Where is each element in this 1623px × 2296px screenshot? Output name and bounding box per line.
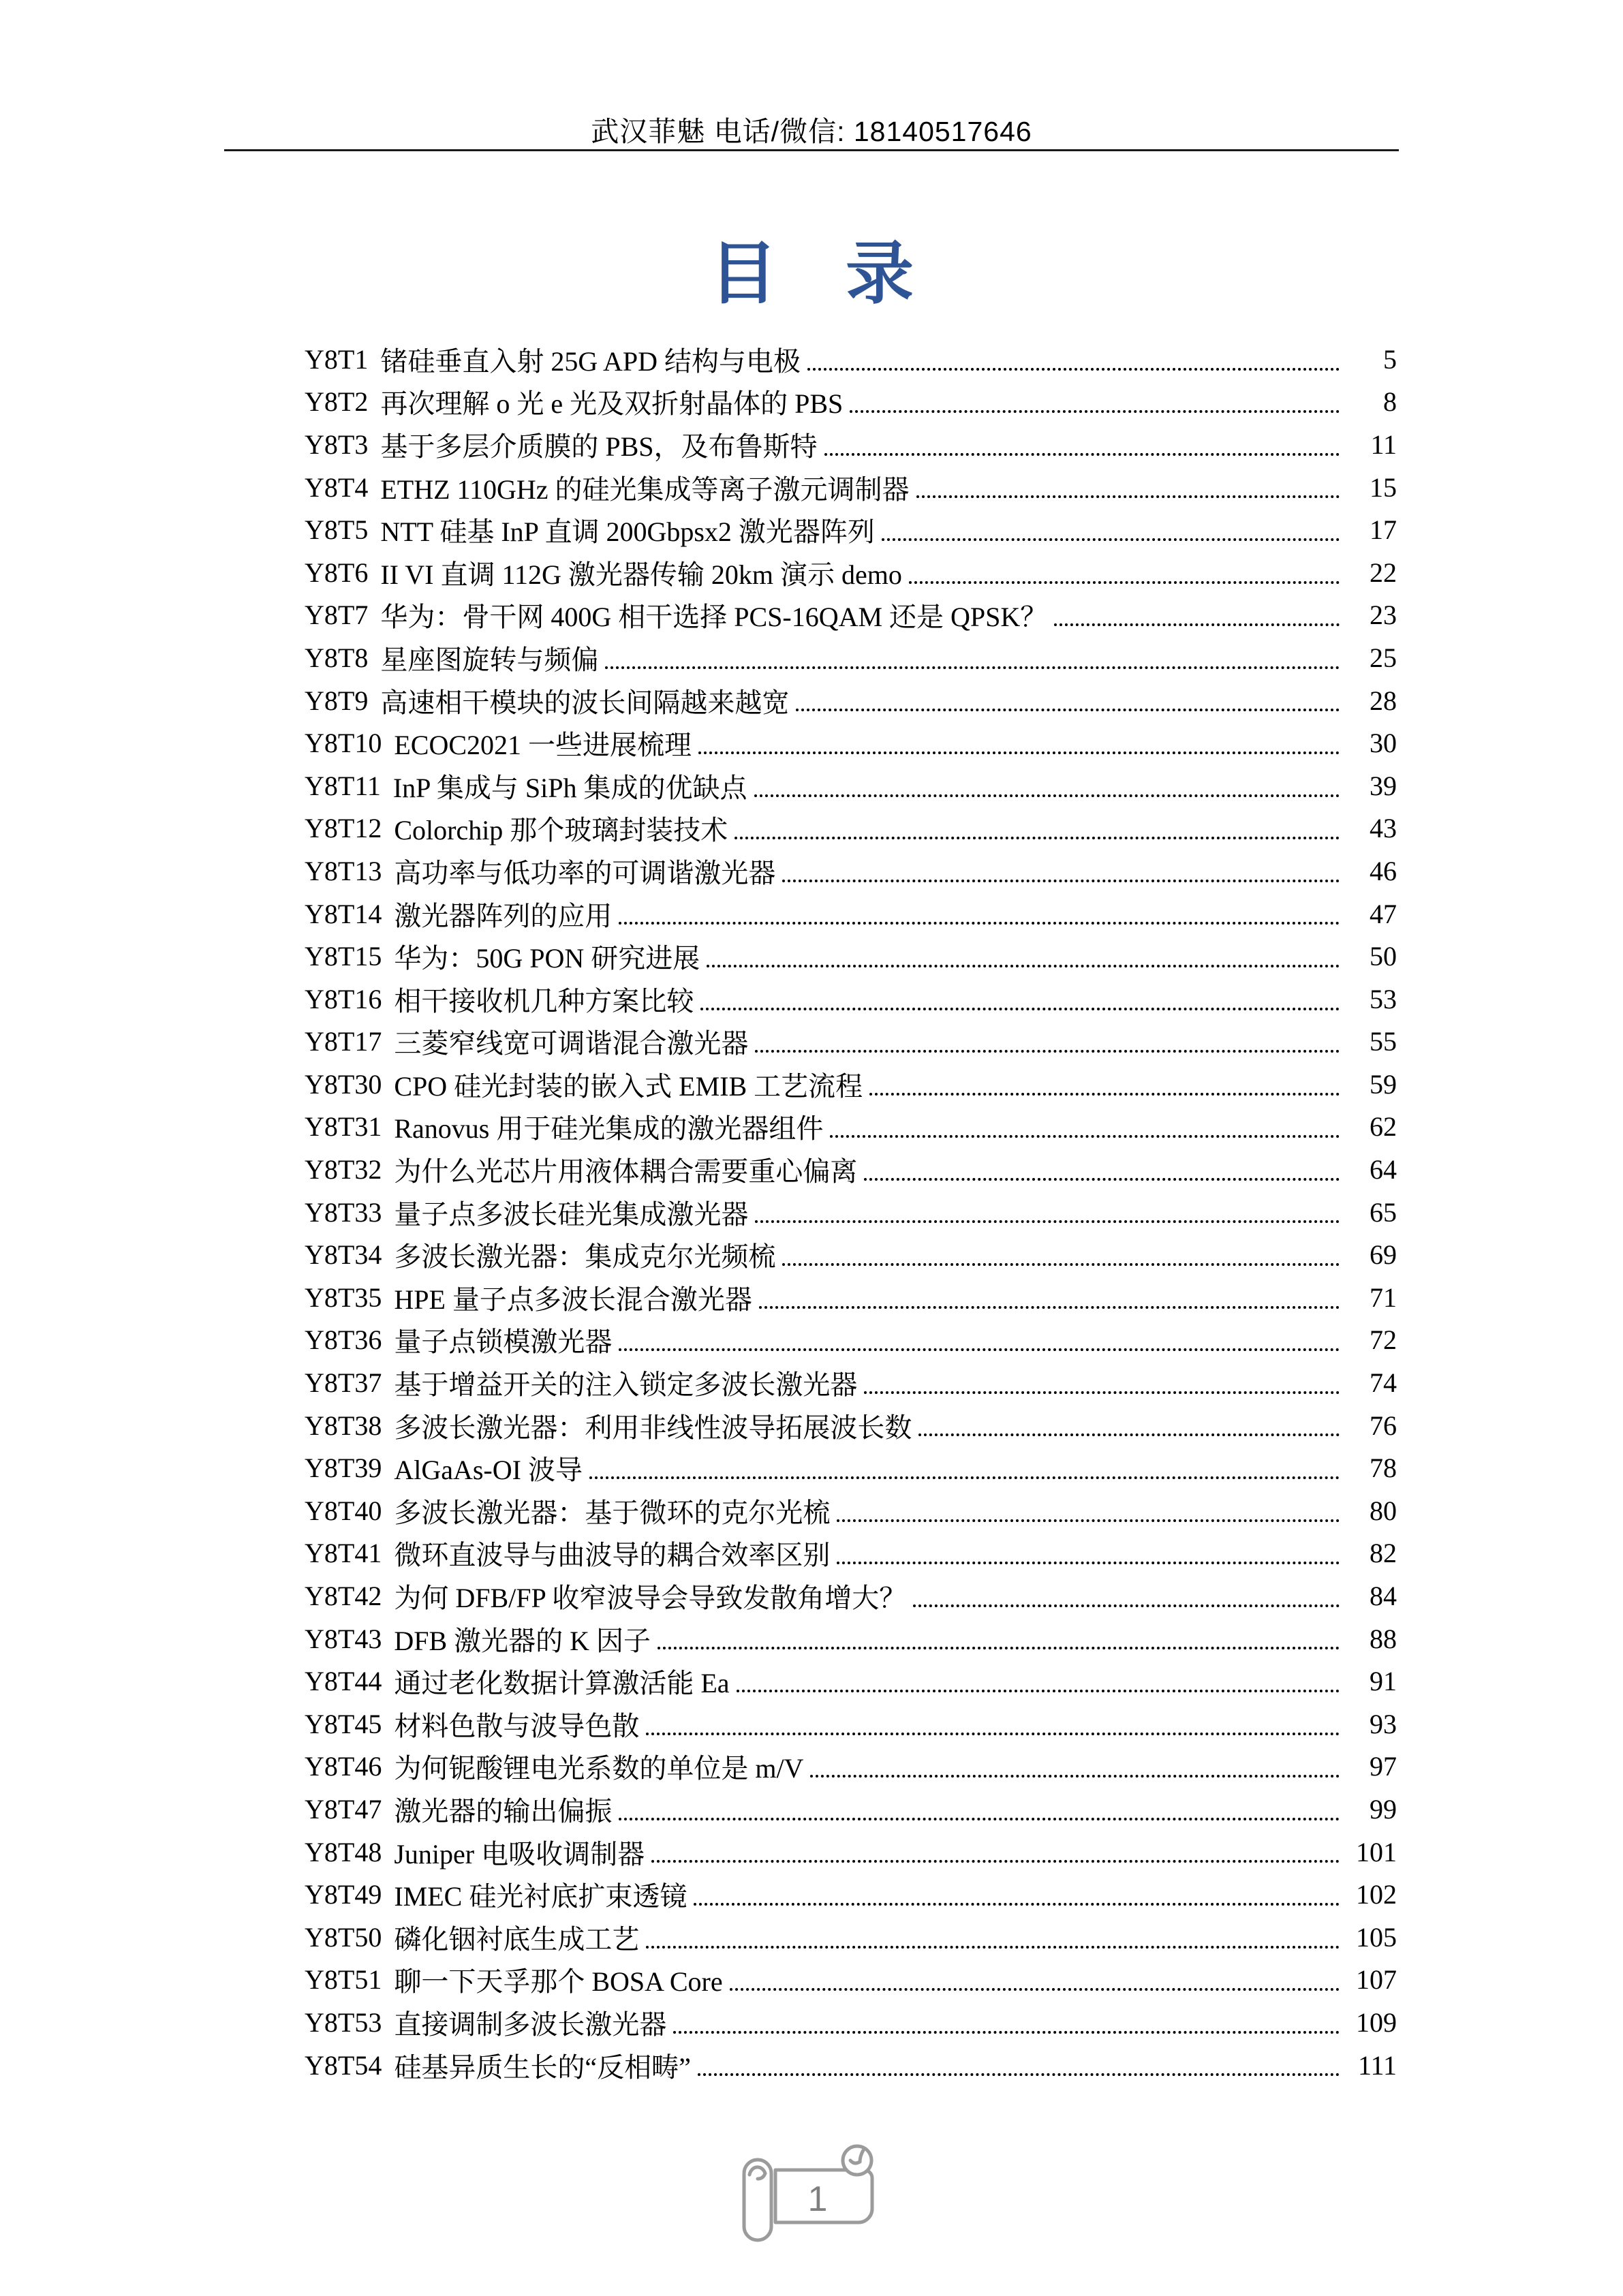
toc-entry-page: 5 — [1383, 343, 1397, 375]
toc-entry-page: 111 — [1357, 2049, 1397, 2081]
toc-leader-dots — [882, 538, 1340, 541]
toc-entry[interactable] — [305, 423, 1397, 466]
toc-entry-title: 为什么光芯片用液体耦合需要重心偏离 — [394, 1156, 858, 1188]
toc-entry-page: 17 — [1370, 514, 1397, 546]
toc-leader-dots — [619, 922, 1340, 925]
toc-entry-page: 72 — [1370, 1324, 1397, 1356]
toc-leader-dots — [869, 1093, 1340, 1096]
toc-entry[interactable] — [305, 807, 1397, 850]
toc-entry-label: Y8T51 — [305, 1964, 382, 1996]
page-title: 目 录 — [709, 236, 914, 312]
toc-entry-title: Ranovus 用于硅光集成的激光器组件 — [394, 1113, 824, 1145]
toc-entry-label: Y8T13 — [305, 855, 382, 886]
toc-leader-dots — [850, 410, 1340, 413]
toc-leader-dots — [864, 1178, 1340, 1181]
toc-entry[interactable] — [305, 1660, 1397, 1703]
toc-entry-page: 50 — [1370, 941, 1397, 972]
toc-entry[interactable] — [305, 1319, 1397, 1362]
toc-entry[interactable] — [305, 1276, 1397, 1319]
toc-entry-title: 硅基异质生长的“反相畴” — [394, 2051, 691, 2083]
toc-entry[interactable] — [305, 636, 1397, 679]
toc-entry-title: 激光器阵列的应用 — [394, 900, 613, 931]
footer-page-number: 1 — [807, 2179, 828, 2219]
toc-entry-page: 99 — [1370, 1793, 1397, 1825]
toc-entry-page: 69 — [1370, 1239, 1397, 1271]
toc-entry-label: Y8T39 — [305, 1453, 382, 1484]
toc-entry-page: 93 — [1370, 1708, 1397, 1739]
toc-entry[interactable] — [305, 2044, 1397, 2087]
toc-entry-label: Y8T14 — [305, 898, 382, 929]
toc-entry-page: 88 — [1370, 1623, 1397, 1654]
toc-entry-label: Y8T43 — [305, 1623, 382, 1654]
toc-leader-dots — [755, 1050, 1340, 1053]
toc-entry[interactable] — [305, 1191, 1397, 1234]
toc-entry-page: 30 — [1370, 728, 1397, 759]
toc-entry-page: 11 — [1370, 429, 1397, 460]
header-rule — [224, 149, 1399, 151]
toc-leader-dots — [1054, 623, 1340, 626]
toc-entry[interactable] — [305, 1021, 1397, 1064]
toc-leader-dots — [737, 1690, 1340, 1692]
toc-entry-page: 23 — [1370, 600, 1397, 631]
toc-entry-page: 102 — [1356, 1879, 1397, 1910]
toc-entry-label: Y8T35 — [305, 1282, 382, 1313]
toc-leader-dots — [646, 1733, 1340, 1735]
toc-entry-title: Colorchip 那个玻璃封装技术 — [394, 815, 728, 846]
toc-entry-page: 101 — [1356, 1836, 1397, 1867]
toc-entry-page: 15 — [1370, 471, 1397, 503]
toc-entry-page: 64 — [1370, 1154, 1397, 1185]
toc-entry-label: Y8T49 — [305, 1879, 382, 1910]
toc-entry-label: Y8T46 — [305, 1751, 382, 1782]
toc-entry[interactable] — [305, 1446, 1397, 1489]
toc-leader-dots — [698, 2073, 1340, 2076]
toc-entry[interactable] — [305, 1233, 1397, 1276]
toc-entry-title: 高速相干模块的波长间隔越来越宽 — [380, 687, 790, 718]
toc-entry-page: 71 — [1370, 1282, 1397, 1313]
toc-entry-label: Y8T42 — [305, 1581, 382, 1612]
toc-entry-title: 激光器的输出偏振 — [394, 1795, 613, 1827]
toc-entry-title: CPO 硅光封装的嵌入式 EMIB 工艺流程 — [394, 1070, 863, 1102]
toc-entry-title: 多波长激光器：基于微环的克尔光梳 — [394, 1497, 831, 1528]
toc-leader-dots — [837, 1519, 1340, 1522]
page-header-contact: 武汉菲魅 电话/微信: 18140517646 — [591, 116, 1032, 147]
toc-leader-dots — [782, 1263, 1340, 1266]
toc-entry-label: Y8T44 — [305, 1666, 382, 1697]
toc-entry-title: 量子点锁模激光器 — [394, 1327, 613, 1358]
toc-entry-page: 65 — [1370, 1196, 1397, 1228]
toc-entry[interactable] — [305, 1489, 1397, 1532]
toc-entry-label: Y8T5 — [305, 514, 369, 546]
toc-entry-label: Y8T50 — [305, 1921, 382, 1953]
toc-leader-dots — [782, 880, 1340, 882]
toc-entry-page: 25 — [1370, 642, 1397, 673]
toc-entry-title: 三菱窄线宽可调谐混合激光器 — [394, 1028, 749, 1059]
toc-leader-dots — [735, 837, 1340, 839]
toc-entry-title: 相干接收机几种方案比较 — [394, 985, 694, 1017]
toc-entry[interactable] — [305, 1532, 1397, 1575]
toc-leader-dots — [807, 368, 1340, 371]
toc-leader-dots — [673, 2031, 1340, 2034]
toc-entry[interactable] — [305, 1361, 1397, 1404]
toc-leader-dots — [730, 1988, 1340, 1991]
toc-entry[interactable] — [305, 1106, 1397, 1149]
toc-entry-title: AlGaAs-OI 波导 — [394, 1455, 583, 1486]
toc-entry-label: Y8T17 — [305, 1026, 382, 1057]
toc-leader-dots — [658, 1647, 1340, 1649]
toc-leader-dots — [755, 1220, 1340, 1223]
toc-entry-page: 28 — [1370, 685, 1397, 716]
toc-entry-page: 84 — [1370, 1581, 1397, 1612]
toc-entry-label: Y8T38 — [305, 1410, 382, 1441]
toc-entry-title: DFB 激光器的 K 因子 — [394, 1625, 651, 1656]
toc-entry[interactable] — [305, 722, 1397, 764]
toc-entry-title: IMEC 硅光衬底扩束透镜 — [394, 1881, 687, 1912]
toc-entry[interactable] — [305, 508, 1397, 551]
toc-entry-title: Juniper 电吸收调制器 — [394, 1838, 645, 1870]
toc-entry-page: 8 — [1383, 386, 1397, 418]
toc-entry-title: 基于多层介质膜的 PBS，及布鲁斯特 — [380, 431, 818, 462]
toc-entry-label: Y8T54 — [305, 2049, 382, 2081]
toc-entry-title: 再次理解 o 光 e 光及双折射晶体的 PBS — [380, 388, 844, 420]
toc-leader-dots — [759, 1306, 1340, 1309]
toc-entry-title: 磷化铟衬底生成工艺 — [394, 1923, 640, 1955]
toc-entry-title: 通过老化数据计算激活能 Ea — [394, 1668, 730, 1699]
toc-entry[interactable] — [305, 764, 1397, 807]
toc-entry-title: 华为：骨干网 400G 相干选择 PCS-16QAM 还是 QPSK？ — [380, 602, 1048, 633]
toc-entry-page: 47 — [1370, 898, 1397, 929]
toc-entry[interactable] — [305, 1873, 1397, 1916]
toc-entry-label: Y8T1 — [305, 343, 369, 375]
toc-entry-page: 76 — [1370, 1410, 1397, 1441]
toc-entry-label: Y8T47 — [305, 1793, 382, 1825]
toc-entry-title: 锗硅垂直入射 25G APD 结构与电极 — [380, 345, 801, 377]
toc-entry-label: Y8T48 — [305, 1836, 382, 1867]
toc-entry-label: Y8T31 — [305, 1111, 382, 1143]
toc-entry-label: Y8T9 — [305, 685, 369, 716]
toc-leader-dots — [916, 495, 1340, 498]
toc-entry[interactable] — [305, 679, 1397, 722]
toc-entry-title: 星座图旋转与频偏 — [380, 644, 599, 675]
toc-entry-label: Y8T30 — [305, 1068, 382, 1100]
toc-leader-dots — [913, 1604, 1340, 1607]
toc-leader-dots — [589, 1476, 1340, 1479]
toc-entry-label: Y8T36 — [305, 1324, 382, 1356]
toc-entry-title: 为何铌酸锂电光系数的单位是 m/V — [394, 1753, 804, 1784]
toc-leader-dots — [918, 1433, 1340, 1436]
toc-entry-label: Y8T4 — [305, 471, 369, 503]
toc-entry-page: 74 — [1370, 1367, 1397, 1399]
toc-entry[interactable] — [305, 1703, 1397, 1746]
toc-entry-title: II VI 直调 112G 激光器传输 20km 演示 demo — [380, 559, 902, 590]
toc-entry-page: 91 — [1370, 1666, 1397, 1697]
toc-entry-title: 高功率与低功率的可调谐激光器 — [394, 857, 776, 888]
toc-entry-page: 39 — [1370, 770, 1397, 801]
toc-entry-page: 105 — [1356, 1921, 1397, 1953]
toc-entry[interactable] — [305, 1574, 1397, 1617]
toc-entry-title: 为何 DFB/FP 收窄波导会导致发散角增大？ — [394, 1583, 907, 1614]
toc-entry-label: Y8T33 — [305, 1196, 382, 1228]
toc-entry-label: Y8T32 — [305, 1154, 382, 1185]
toc-entry[interactable] — [305, 1063, 1397, 1106]
toc-entry-page: 22 — [1370, 557, 1397, 588]
toc-entry[interactable] — [305, 893, 1397, 935]
toc-entry[interactable] — [305, 594, 1397, 637]
toc-entry[interactable] — [305, 978, 1397, 1021]
toc-entry-label: Y8T37 — [305, 1367, 382, 1399]
toc-leader-dots — [754, 794, 1340, 797]
toc-leader-dots — [694, 1903, 1340, 1906]
toc-entry-title: 材料色散与波导色散 — [394, 1710, 640, 1741]
toc-entry-label: Y8T3 — [305, 429, 369, 460]
toc-entry[interactable] — [305, 466, 1397, 509]
toc-entry-page: 55 — [1370, 1026, 1397, 1057]
toc-entry-title: InP 集成与 SiPh 集成的优缺点 — [392, 772, 747, 803]
toc-entry-title: ECOC2021 一些进展梳理 — [394, 730, 692, 761]
toc-entry-title: 聊一下天孚那个 BOSA Core — [394, 1966, 723, 1998]
toc-entry-page: 62 — [1370, 1111, 1397, 1143]
toc-leader-dots — [830, 1135, 1340, 1138]
toc-entry-page: 78 — [1370, 1453, 1397, 1484]
toc-entry-page: 59 — [1370, 1068, 1397, 1100]
toc-entry-label: Y8T12 — [305, 813, 382, 844]
toc-entry-label: Y8T34 — [305, 1239, 382, 1271]
toc-leader-dots — [619, 1818, 1340, 1820]
toc-entry[interactable] — [305, 1746, 1397, 1788]
toc-leader-dots — [810, 1775, 1340, 1778]
toc-entry[interactable] — [305, 551, 1397, 594]
toc-entry-title: ETHZ 110GHz 的硅光集成等离子激元调制器 — [380, 474, 910, 505]
toc-entry[interactable] — [305, 381, 1397, 424]
toc-entry-label: Y8T8 — [305, 642, 369, 673]
toc-entry[interactable] — [305, 1916, 1397, 1959]
toc-entry-page: 97 — [1370, 1751, 1397, 1782]
toc-leader-dots — [837, 1562, 1340, 1564]
toc-entry-page: 107 — [1356, 1964, 1397, 1996]
toc-entry-page: 43 — [1370, 813, 1397, 844]
toc-entry[interactable] — [305, 338, 1397, 381]
toc-entry[interactable] — [305, 1148, 1397, 1191]
toc-leader-dots — [700, 1008, 1340, 1010]
toc-leader-dots — [646, 1946, 1340, 1949]
toc-entry[interactable] — [305, 1788, 1397, 1831]
toc-entry-label: Y8T40 — [305, 1495, 382, 1526]
toc-entry-label: Y8T11 — [305, 770, 381, 801]
toc-leader-dots — [651, 1860, 1340, 1863]
toc-entry[interactable] — [305, 1959, 1397, 2002]
toc-entry-title: 微环直波导与曲波导的耦合效率区别 — [394, 1540, 831, 1571]
toc-entry-label: Y8T41 — [305, 1538, 382, 1569]
toc-leader-dots — [605, 666, 1340, 669]
toc-entry-title: NTT 硅基 InP 直调 200Gbpsx2 激光器阵列 — [380, 516, 875, 548]
toc-entry-label: Y8T45 — [305, 1708, 382, 1739]
toc-leader-dots — [796, 709, 1340, 711]
toc-leader-dots — [619, 1348, 1340, 1351]
toc-entry-page: 109 — [1356, 2006, 1397, 2038]
toc-entry-title: HPE 量子点多波长混合激光器 — [394, 1284, 752, 1315]
toc-entry-page: 46 — [1370, 855, 1397, 886]
toc-entry-label: Y8T16 — [305, 983, 382, 1014]
toc-entry-page: 53 — [1370, 983, 1397, 1014]
toc-entry[interactable] — [305, 1617, 1397, 1660]
toc-entry-title: 量子点多波长硅光集成激光器 — [394, 1198, 749, 1230]
toc-leader-dots — [824, 453, 1340, 456]
toc-entry-title: 多波长激光器：利用非线性波导拓展波长数 — [394, 1412, 912, 1443]
toc-entry-label: Y8T53 — [305, 2006, 382, 2038]
toc-entry[interactable] — [305, 850, 1397, 893]
toc-entry-title: 基于增益开关的注入锁定多波长激光器 — [394, 1369, 858, 1401]
toc-entry[interactable] — [305, 935, 1397, 978]
toc-entry-label: Y8T6 — [305, 557, 369, 588]
toc-entry[interactable] — [305, 1831, 1397, 1874]
toc-entry[interactable] — [305, 1404, 1397, 1447]
toc-leader-dots — [698, 751, 1340, 754]
toc-entry-page: 80 — [1370, 1495, 1397, 1526]
toc-entry-title: 多波长激光器：集成克尔光频梳 — [394, 1241, 776, 1273]
toc-entry-label: Y8T2 — [305, 386, 369, 418]
toc-leader-dots — [864, 1391, 1340, 1394]
toc-entry-title: 华为：50G PON 研究进展 — [394, 943, 700, 974]
toc-entry-page: 82 — [1370, 1538, 1397, 1569]
toc-entry-label: Y8T7 — [305, 600, 369, 631]
toc-entry-title: 直接调制多波长激光器 — [394, 2008, 667, 2040]
toc-leader-dots — [909, 581, 1340, 584]
toc-entry-label: Y8T15 — [305, 941, 382, 972]
toc-entry[interactable] — [305, 2001, 1397, 2044]
toc-leader-dots — [707, 965, 1340, 967]
toc-entry-label: Y8T10 — [305, 728, 382, 759]
toc-list — [305, 338, 1397, 2086]
